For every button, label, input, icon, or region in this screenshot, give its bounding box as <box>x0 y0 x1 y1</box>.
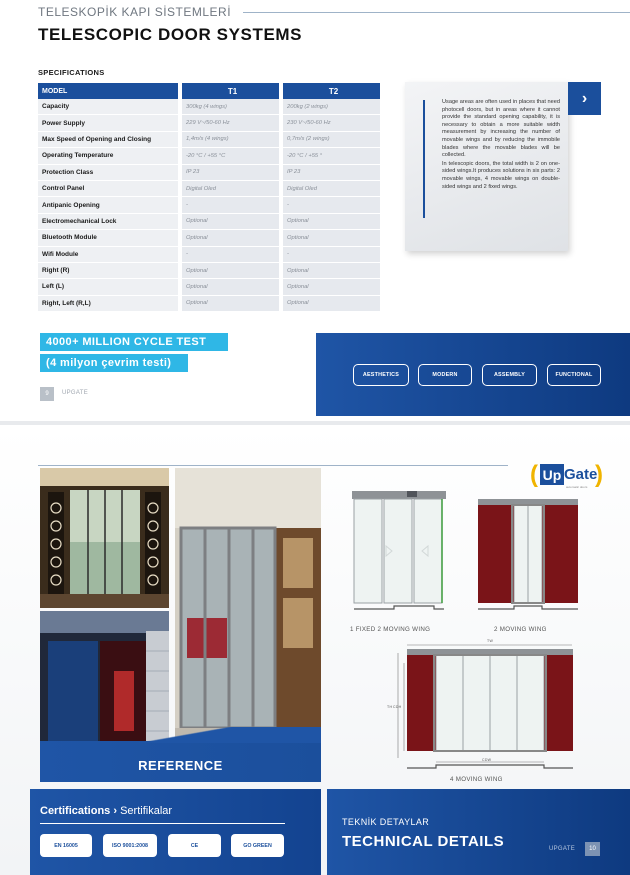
spec-value-t2: Optional <box>279 263 380 279</box>
dimension-label-cdw: CDW <box>482 758 492 762</box>
diagram-1-fixed-2-moving-wing <box>352 491 446 621</box>
spec-value-t1: Optional <box>178 230 279 246</box>
spec-value-t2: - <box>279 197 380 213</box>
page-10 <box>0 425 630 875</box>
specifications-heading: SPECIFICATIONS <box>38 68 105 77</box>
spec-value-t2: -20 °C / +55 ° <box>279 148 380 164</box>
reference-photo-lobby <box>40 468 169 608</box>
diagram-caption: 2 MOVING WING <box>494 626 547 633</box>
page-9 <box>0 0 630 421</box>
logo-bracket-right: ) <box>595 461 603 488</box>
dimension-label-th: TH <box>387 705 393 709</box>
specifications-table <box>38 83 380 312</box>
spec-value-t1: 229 V~/50-60 Hz <box>178 115 279 131</box>
logo-tagline: automatic doors <box>566 485 588 489</box>
cycle-test-badge: 4000+ MILLION CYCLE TEST <box>40 333 228 351</box>
column-header-t2: T2 <box>279 83 380 99</box>
column-header-model: MODEL <box>38 83 178 99</box>
spec-value-t1: - <box>178 247 279 263</box>
spec-value-t2: Optional <box>279 230 380 246</box>
spec-value-t2: - <box>279 247 380 263</box>
header-divider <box>243 12 630 13</box>
spec-value-t2: Optional <box>279 279 380 295</box>
accent-bar <box>423 100 425 218</box>
spec-value-t2: Optional <box>279 296 380 312</box>
table-row <box>38 165 380 181</box>
brand-label: UPGATE <box>549 846 576 852</box>
feature-pill-aesthetics: AESTHETICS <box>353 364 409 386</box>
feature-pill-assembly: ASSEMBLY <box>482 364 537 386</box>
spec-label: Electromechanical Lock <box>38 214 178 230</box>
spec-value-t2: 200kg (2 wings) <box>279 99 380 115</box>
spec-value-t1: Optional <box>178 263 279 279</box>
spec-label: Wifi Module <box>38 247 178 263</box>
subtitle-turkish: TELESKOPİK KAPI SİSTEMLERİ <box>38 5 232 19</box>
spec-value-t2: IP 23 <box>279 165 380 181</box>
spec-label: Operating Temperature <box>38 148 178 164</box>
spec-label: Right (R) <box>38 263 178 279</box>
spec-value-t1: -20 °C / +55 °C <box>178 148 279 164</box>
certifications-title <box>40 805 172 817</box>
table-row <box>38 181 380 197</box>
spec-label: Right, Left (R,L) <box>38 296 178 312</box>
logo-up: Up <box>540 464 564 485</box>
next-arrow-button[interactable] <box>568 82 601 115</box>
spec-label: Protection Class <box>38 165 178 181</box>
table-row <box>38 279 380 295</box>
upgate-logo <box>530 461 604 491</box>
spec-value-t2: 230 V~/50-60 Hz <box>279 115 380 131</box>
spec-value-t1: Optional <box>178 279 279 295</box>
certifications-divider <box>40 823 285 824</box>
diagram-4-moving-wing <box>392 641 580 776</box>
table-row <box>38 99 380 115</box>
page-title: TELESCOPIC DOOR SYSTEMS <box>38 25 303 44</box>
table-row <box>38 197 380 213</box>
dimension-label-tw: TW <box>487 639 494 643</box>
page-number: 9 <box>40 387 54 401</box>
spec-label: Power Supply <box>38 115 178 131</box>
table-row <box>38 132 380 148</box>
spec-value-t2: 0,7m/s (2 wings) <box>279 132 380 148</box>
diagram-caption: 1 FIXED 2 MOVING WING <box>350 626 431 633</box>
description-card <box>405 82 568 251</box>
spec-value-t1: - <box>178 197 279 213</box>
table-row <box>38 296 380 312</box>
technical-details-band <box>327 789 630 875</box>
spec-label: Antipanic Opening <box>38 197 178 213</box>
spec-value-t1: Optional <box>178 214 279 230</box>
spec-value-t1: Digital Oled <box>178 181 279 197</box>
spec-label: Max Speed of Opening and Closing <box>38 132 178 148</box>
diagram-2-moving-wing <box>478 499 578 619</box>
logo-gate: Gate <box>564 466 598 483</box>
table-row <box>38 247 380 263</box>
spec-label: Control Panel <box>38 181 178 197</box>
spec-value-t1: 300kg (4 wings) <box>178 99 279 115</box>
spec-value-t1: 1,4m/s (4 wings) <box>178 132 279 148</box>
dimension-label-cdh: CDH <box>393 705 402 709</box>
page-number: 10 <box>585 842 600 856</box>
spec-value-t2: Optional <box>279 214 380 230</box>
table-row <box>38 148 380 164</box>
technical-details-title: TECHNICAL DETAILS <box>342 833 505 850</box>
cert-badge-iso9001: ISO 9001:2008 <box>103 834 157 857</box>
brand-label: UPGATE <box>62 390 89 396</box>
spec-value-t1: Optional <box>178 296 279 312</box>
chevron-right-icon: › <box>581 89 588 107</box>
spec-value-t1: IP 23 <box>178 165 279 181</box>
description-paragraph: Usage areas are often used in places that need photocell doors, but in areas where it cannot provide the standard opening capability, it is necessary to obtain a more suitable width measurement by increasing the number of movable wings and by reducing the immobile blades where the movable blades will be collected. <box>442 99 560 159</box>
feature-pill-functional: FUNCTIONAL <box>547 364 601 386</box>
reference-label: REFERENCE <box>138 758 223 773</box>
table-header-row <box>38 83 380 99</box>
spec-label: Bluetooth Module <box>38 230 178 246</box>
technical-details-turkish: TEKNİK DETAYLAR <box>342 817 430 827</box>
certifications-label: Certifications <box>40 805 111 817</box>
spec-label: Left (L) <box>38 279 178 295</box>
description-text <box>442 99 560 191</box>
description-paragraph: In telescopic doors, the total width is 2 on one-sided wings.It produces solutions in six parts: 2 movable wings, 4 movable wings on double-sided wings and 2 fixed wings. <box>442 160 560 190</box>
features-band <box>316 333 630 416</box>
cert-badge-en16005: EN 16005 <box>40 834 92 857</box>
column-header-t1: T1 <box>178 83 279 99</box>
cycle-test-badge-turkish: (4 milyon çevrim testi) <box>40 354 188 372</box>
reference-banner <box>40 741 321 782</box>
logo-bracket-left: ( <box>530 461 538 488</box>
certifications-band <box>30 789 321 875</box>
table-row <box>38 115 380 131</box>
spec-label: Capacity <box>38 99 178 115</box>
cert-badge-ce: CE <box>168 834 221 857</box>
table-row <box>38 214 380 230</box>
cert-badge-go-green: GO GREEN <box>231 834 284 857</box>
chevron-right-icon: › <box>113 805 118 817</box>
feature-pill-modern: MODERN <box>418 364 472 386</box>
table-row <box>38 263 380 279</box>
header-divider <box>38 465 508 466</box>
diagram-caption: 4 MOVING WING <box>450 776 503 783</box>
certifications-label-turkish: Sertifikalar <box>120 805 173 817</box>
table-row <box>38 230 380 246</box>
spec-value-t2: Digital Oled <box>279 181 380 197</box>
